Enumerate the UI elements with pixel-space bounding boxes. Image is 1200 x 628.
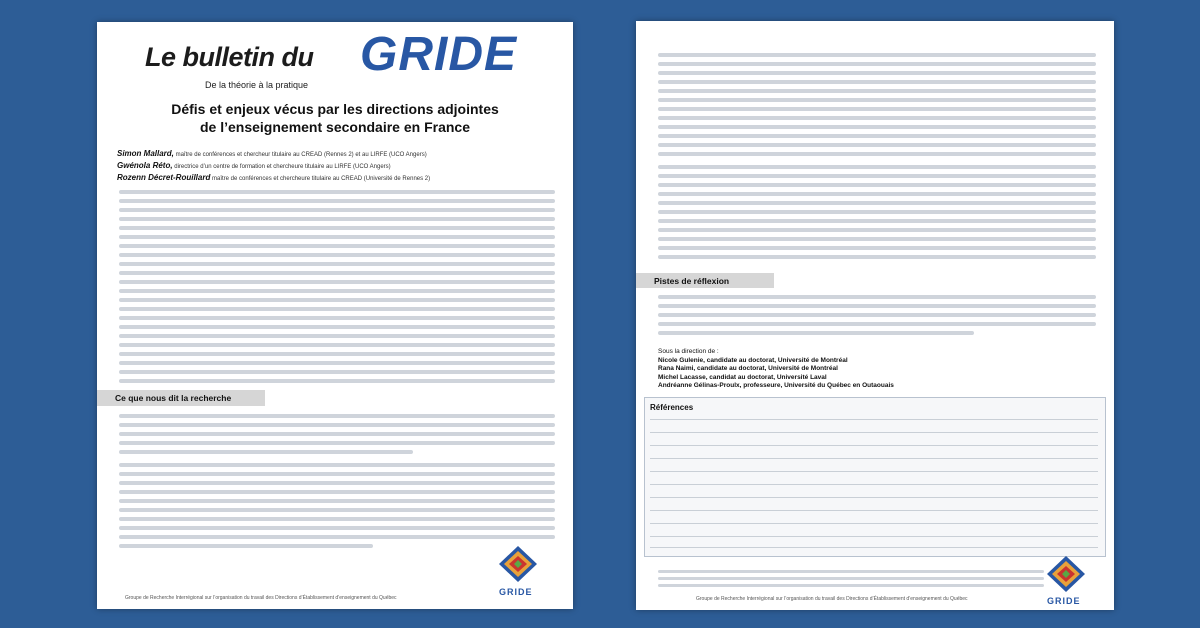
author-2: Gwénola Réto, directrice d’un centre de formation et chercheure titulaire au LIRFE (UCO Angers) bbox=[117, 161, 391, 170]
signers-block bbox=[658, 348, 894, 391]
bulletin-title: Le bulletin du bbox=[145, 42, 314, 72]
signers-intro: Sous la direction de : bbox=[658, 348, 719, 355]
section-heading-research: Ce que nous dit la recherche bbox=[97, 390, 265, 406]
gride-logo-text: GRIDE bbox=[1047, 596, 1081, 606]
footer-text: Groupe de Recherche Interrégional sur l’organisation du travail des Directions d’Établissement d’enseignement du Québec bbox=[125, 595, 397, 601]
bulletin-page-2 bbox=[636, 21, 1114, 610]
signer-4: Andréanne Gélinas-Proulx, professeure, Université du Québec en Outaouais bbox=[658, 382, 894, 389]
author-1: Simon Mallard, maître de conférences et chercheur titulaire au CREAD (Rennes 2) et au LIRFE (UCO Angers) bbox=[117, 149, 427, 158]
signer-1: Nicole Gulenie, candidate au doctorat, Université de Montréal bbox=[658, 356, 848, 364]
gride-logo-icon bbox=[497, 544, 539, 584]
gride-logo-icon bbox=[1045, 554, 1087, 594]
footer-text: Groupe de Recherche Interrégional sur l’organisation du travail des Directions d’Établissement d’enseignement du Québec bbox=[696, 596, 968, 602]
references-heading: Références bbox=[650, 403, 694, 412]
signer-3: Michel Lacasse, candidat au doctorat, Université Laval bbox=[658, 373, 827, 381]
brand-title: GRIDE bbox=[360, 28, 518, 81]
bulletin-page-1 bbox=[97, 22, 573, 609]
section-heading-reflection: Pistes de réflexion bbox=[636, 273, 774, 288]
gride-logo-text: GRIDE bbox=[499, 587, 533, 597]
signer-2: Rana Naimi, candidate au doctorat, Université de Montréal bbox=[658, 365, 838, 372]
author-3: Rozenn Décret-Rouillard maître de conférences et chercheure titulaire au CREAD (Université de Rennes 2) bbox=[117, 173, 431, 182]
references-box bbox=[644, 397, 1106, 557]
article-title: Défis et enjeux vécus par les directions adjointes de l’enseignement secondaire en France bbox=[171, 101, 499, 135]
bulletin-subtitle: De la théorie à la pratique bbox=[205, 80, 309, 90]
